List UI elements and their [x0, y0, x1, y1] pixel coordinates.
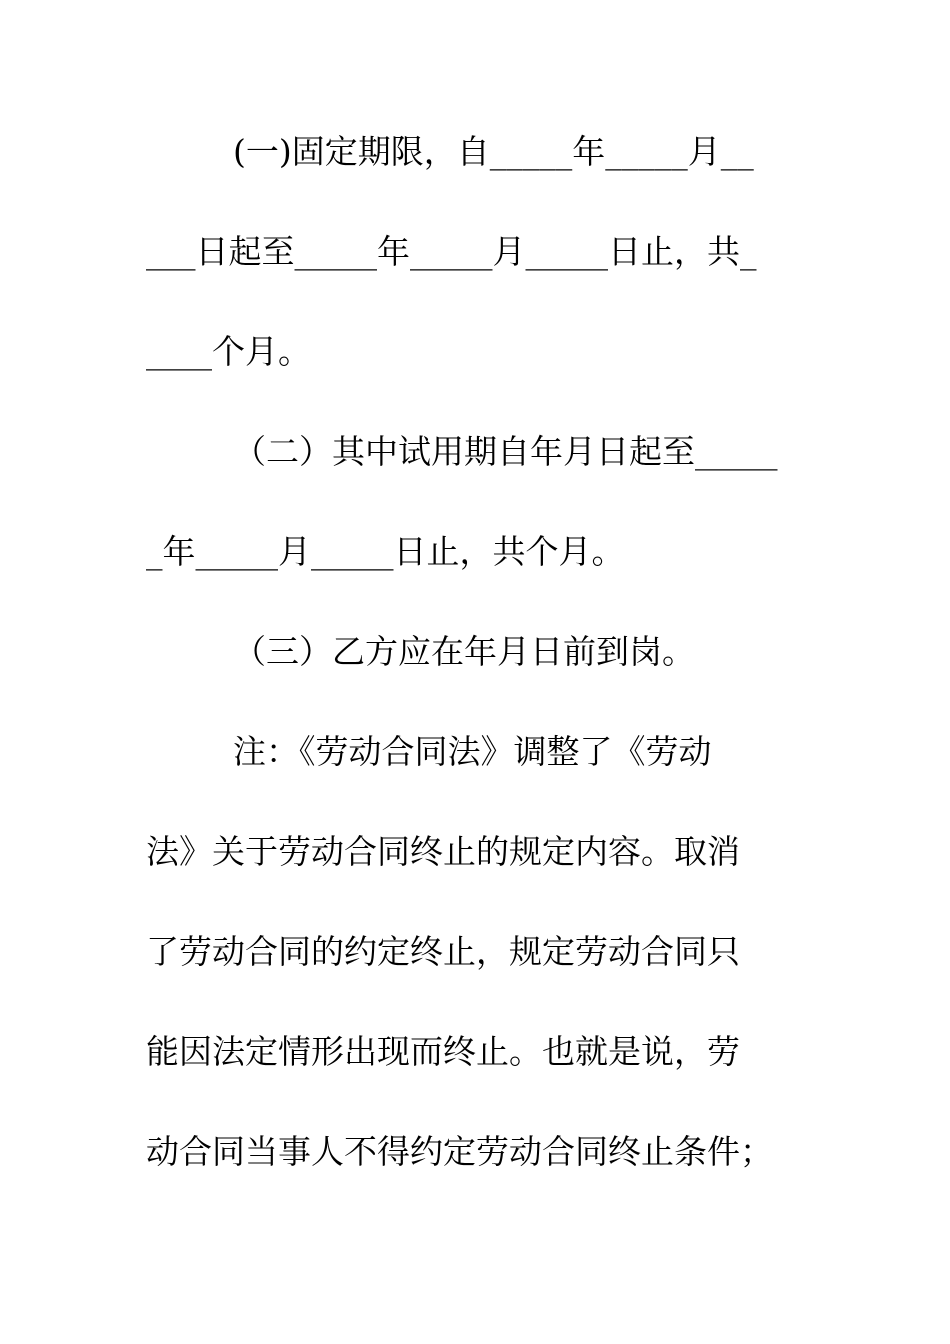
text-line-probation-continued [0, 526, 950, 578]
line-text: (一)固定期限，自_____年_____月__ [233, 132, 754, 171]
line-text: 了劳动合同的约定终止，规定劳动合同只 [146, 932, 740, 971]
text-line-note-3 [0, 926, 950, 978]
line-text: ___日起至_____年_____月_____日止，共_ [146, 232, 757, 271]
line-text: （二）其中试用期自年月日起至_____ [233, 432, 778, 471]
line-text: 注：《劳动合同法》调整了《劳动 [233, 732, 712, 771]
text-line-fixed-term-continued [0, 226, 950, 278]
line-text: _年_____月_____日止，共个月。 [146, 532, 625, 571]
line-text: ____个月。 [146, 332, 311, 371]
text-line-fixed-term [0, 126, 950, 178]
text-line-report-date [0, 626, 950, 678]
line-text: （三）乙方应在年月日前到岗。 [233, 632, 695, 671]
line-text: 法》关于劳动合同终止的规定内容。取消 [146, 832, 740, 871]
text-line-note [0, 726, 950, 778]
text-line-note-5 [0, 1126, 950, 1178]
text-line-note-4 [0, 1026, 950, 1078]
line-text: 能因法定情形出现而终止。也就是说，劳 [146, 1032, 740, 1071]
text-line-note-2 [0, 826, 950, 878]
text-line-probation [0, 426, 950, 478]
text-line-months [0, 326, 950, 378]
line-text: 动合同当事人不得约定劳动合同终止条件； [146, 1132, 773, 1171]
